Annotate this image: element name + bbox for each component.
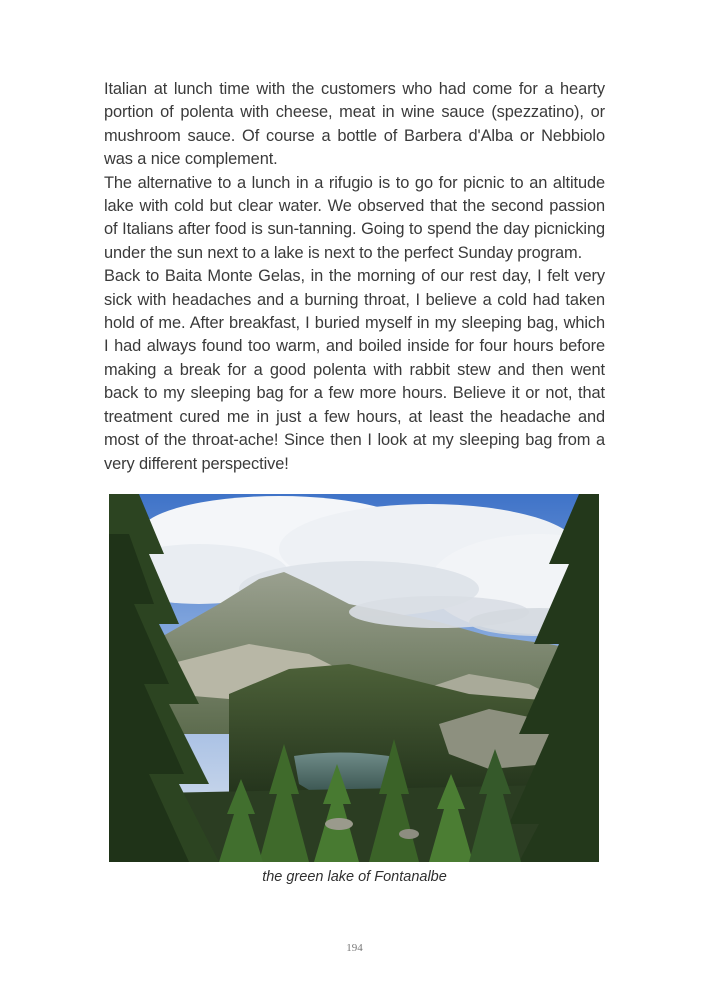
paragraph-picnic: The alternative to a lunch in a rifugio is to go for picnic to an altitude lake with cold but clear water. We observed that the second passion of Italians after food is sun-tanning. Going to spend the day picnicking under the sun next to a lake is next to the perfect Sunday program. bbox=[104, 173, 605, 262]
figure-caption: the green lake of Fontanalbe bbox=[262, 869, 447, 885]
paragraph-lunch: Italian at lunch time with the customers who had come for a hearty portion of polenta with cheese, meat in wine sauce (spezzatino), or mushroom sauce. Of course a bottle of Barbera d'Alba or Nebbiolo was a nice complement. bbox=[104, 80, 605, 169]
lake-photo bbox=[109, 494, 599, 862]
page-number: 194 bbox=[346, 942, 363, 954]
body-text bbox=[104, 78, 605, 476]
paragraph-rest-day: Back to Baita Monte Gelas, in the morning of our rest day, I felt very sick with headaches and a burning throat, I believe a cold had taken hold of me. After breakfast, I buried myself in my sleeping bag, which I had always found too warm, and boiled inside for four hours before making a break for a good polenta with rabbit stew and then went back to my sleeping bag for a few more hours. Believe it or not, that treatment cured me in just a few hours, at least the headache and most of the throat-ache! Since then I look at my sleeping bag from a very different perspective! bbox=[104, 267, 605, 473]
